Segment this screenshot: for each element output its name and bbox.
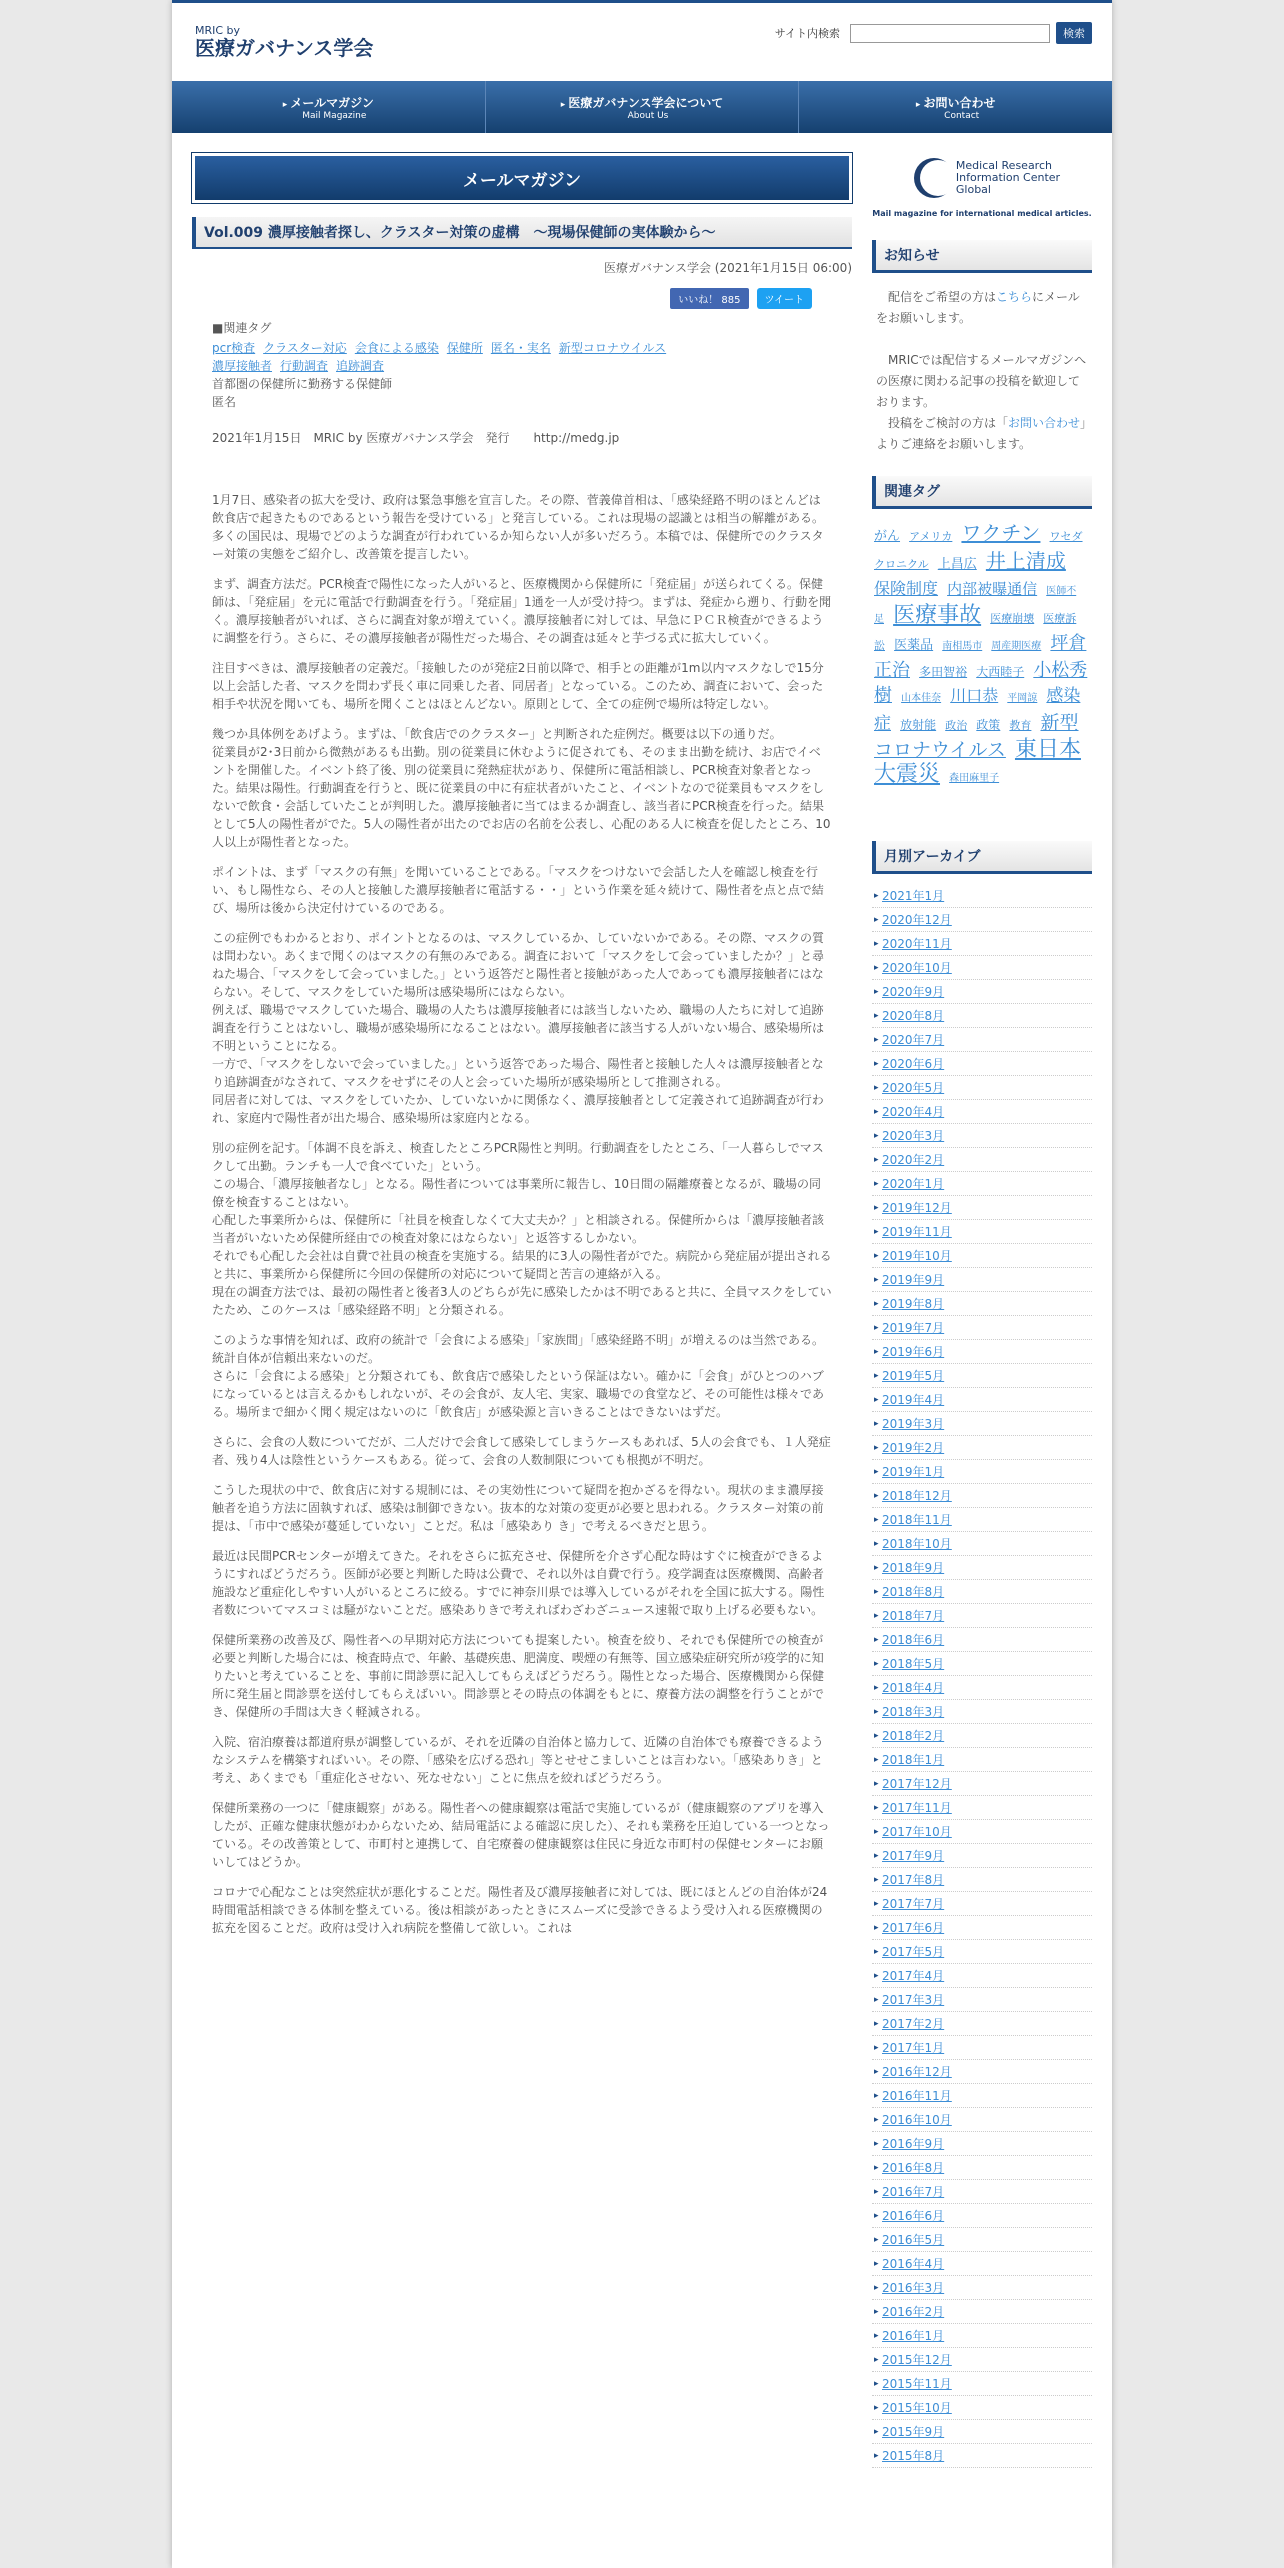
article-paragraph: コロナで心配なことは突然症状が悪化することだ。陽性者及び濃厚接触者に対しては、既にほとんどの自治体が24時間電話相談できる体制を整えている。後は相談があったときにスムーズに受診できるよう受け入れる医療機関の拡充を図ることだ。政府は受け入れ病院を整備して欲しい。これは (212, 1885, 828, 1935)
archive-item (872, 1508, 1092, 1532)
archive-item (872, 1676, 1092, 1700)
archive-item (872, 2228, 1092, 2252)
archive-link[interactable]: 2016年3月 (882, 2281, 945, 2295)
tag-cloud-link[interactable]: 東日本大震災 (874, 737, 1081, 787)
archive-link[interactable]: 2015年11月 (882, 2377, 952, 2391)
search-input[interactable] (850, 24, 1050, 43)
archive-item (872, 2204, 1092, 2228)
tag-cloud-link[interactable]: 医療訴訟 (874, 612, 1077, 652)
archive-item (872, 2012, 1092, 2036)
archive-link[interactable]: 2017年3月 (882, 1993, 945, 2007)
archive-item (872, 1364, 1092, 1388)
archive-item (872, 2324, 1092, 2348)
tag-cloud-link[interactable]: 井上清成 (985, 549, 1066, 573)
archive-item (872, 1388, 1092, 1412)
archive-item (872, 2420, 1092, 2444)
tag-cloud-link[interactable]: ワクチン (961, 521, 1041, 545)
site-header (172, 3, 1112, 77)
tag-cloud-link[interactable]: 医療崩壊 (990, 612, 1035, 625)
archive-link[interactable]: 2016年5月 (882, 2233, 945, 2247)
related-tag-link[interactable]: 追跡調査 (336, 359, 385, 373)
nav-item-label: ▸ お問い合わせ (916, 94, 996, 111)
notice-text: にメールをお願いします。 (876, 290, 1080, 325)
archive-link[interactable]: 2019年10月 (882, 1249, 952, 1263)
archive-item (872, 980, 1092, 1004)
notice-heading: お知らせ (872, 240, 1092, 273)
social-buttons (192, 288, 852, 309)
archive-link[interactable]: 2018年11月 (882, 1513, 952, 1527)
archive-link[interactable]: 2017年6月 (882, 1921, 945, 1935)
tag-cloud-link[interactable]: 新型コロナウイルス (874, 712, 1079, 761)
archive-link[interactable]: 2019年12月 (882, 1201, 952, 1215)
related-tag-link[interactable]: pcr検査 (212, 341, 256, 355)
logo-line: Medical Research (955, 159, 1052, 172)
archive-link[interactable]: 2020年8月 (882, 1009, 945, 1023)
archive-heading: 月別アーカイブ (872, 841, 1092, 874)
archive-link[interactable]: 2019年1月 (882, 1465, 945, 1479)
archive-item (872, 1724, 1092, 1748)
archive-item (872, 1004, 1092, 1028)
tag-cloud-link[interactable]: 南相馬市 (942, 641, 983, 652)
nav-item-label: ▸ メールマガジン (283, 94, 374, 111)
archive-item (872, 1700, 1092, 1724)
author-name: 匿名 (212, 395, 237, 409)
archive-item (872, 1100, 1092, 1124)
archive-link[interactable]: 2016年2月 (882, 2305, 945, 2319)
notice-text: 投稿をご検討の方は「 (888, 416, 1009, 430)
article-paragraph: こうした現状の中で、飲食店に対する規制には、その実効性について疑問を抱かざるを得ない。現状のまま濃厚接触者を追う方法に固執すれば、感染は制御できない。抜本的な対策の変更が必要と思われる。クラスター対策の前提は、「市中で感染が蔓延していない」ことだ。私は「感染あり き」で考えるべきだと思う。 (212, 1483, 824, 1533)
contact-link[interactable]: お問い合わせ (1008, 416, 1081, 430)
archive-item (872, 908, 1092, 932)
archive-link[interactable]: 2020年3月 (882, 1129, 945, 1143)
archive-link[interactable]: 2020年2月 (882, 1153, 945, 1167)
archive-item (872, 2252, 1092, 2276)
archive-link[interactable]: 2020年6月 (882, 1057, 945, 1071)
publish-line: 2021年1月15日 MRIC by 医療ガバナンス学会 発行 http://medg.jp (212, 431, 620, 445)
related-tag-link[interactable]: 保健所 (446, 341, 483, 355)
related-tag-link[interactable]: 匿名・実名 (490, 341, 551, 355)
archive-link[interactable]: 2018年10月 (882, 1537, 952, 1551)
archive-link[interactable]: 2017年4月 (882, 1969, 945, 1983)
archive-link[interactable]: 2016年6月 (882, 2209, 945, 2223)
mric-logo-icon (910, 153, 950, 203)
archive-item (872, 1220, 1092, 1244)
tag-cloud-link[interactable]: 川口恭 (950, 686, 999, 705)
archive-item (872, 884, 1092, 908)
archive-item (872, 2300, 1092, 2324)
tag-cloud-link[interactable]: 医薬品 (894, 638, 934, 653)
nav-item-sublabel: Mail Magazine (302, 110, 367, 121)
archive-link[interactable]: 2016年8月 (882, 2161, 945, 2175)
article-title: Vol.009 濃厚接触者探し、クラスター対策の虚構 ～現場保健師の実体験から～ (192, 217, 852, 249)
archive-link[interactable]: 2019年9月 (882, 1273, 945, 1287)
notice-body (872, 287, 1092, 455)
tag-cloud-link[interactable]: 医療事故 (893, 603, 982, 628)
archive-item (872, 1484, 1092, 1508)
article-paragraph: このような事情を知れば、政府の統計で「会食による感染」「家族間」「感染経路不明」が増えるのは当然である。統計自体が信頼出来ないのだ。 さらに「会食による感染」と分類されても、飲食店で感染したという保証はない。確かに「会食」がひとつのハブになっているとは言えるかもしれないが、その会食が、友人宅、実家、職場での食堂など、その可能性は様々である。場所まで細かく聞く規定はないのに「飲食店」が感染源と言いきることはできないはずだ。 (212, 1333, 825, 1419)
archive-link[interactable]: 2020年1月 (882, 1177, 945, 1191)
archive-item (872, 1964, 1092, 1988)
tag-cloud-link[interactable]: ワセダクロニクル (874, 530, 1083, 571)
tag-cloud-link[interactable]: 周産期医療 (991, 641, 1042, 652)
archive-item (872, 1748, 1092, 1772)
tag-cloud-link[interactable]: アメリカ (909, 530, 953, 543)
archive-link[interactable]: 2020年10月 (882, 961, 952, 975)
archive-link[interactable]: 2020年4月 (882, 1105, 945, 1119)
archive-link[interactable]: 2019年3月 (882, 1417, 945, 1431)
main-content (192, 153, 852, 1949)
notice-paragraph (876, 413, 1088, 455)
archive-link[interactable]: 2016年12月 (882, 2065, 952, 2079)
monthly-archive-list (872, 884, 1092, 2468)
tag-cloud-link[interactable]: がん (874, 529, 901, 544)
notice-text: MRICでは配信するメールマガジンへの医療に関わる記事の投稿を歓迎しております。 (876, 353, 1087, 409)
archive-link[interactable]: 2017年7月 (882, 1897, 945, 1911)
tag-cloud (872, 521, 1092, 791)
notice-paragraph (876, 287, 1088, 329)
logo-big-text: 医療ガバナンス学会 (195, 36, 374, 60)
tag-cloud-link[interactable]: 感染症 (874, 686, 1081, 734)
tag-cloud-link[interactable]: 保険制度 (874, 579, 939, 598)
archive-item (872, 1292, 1092, 1316)
archive-link[interactable]: 2020年9月 (882, 985, 945, 999)
archive-link[interactable]: 2018年5月 (882, 1657, 945, 1671)
tag-cloud-link[interactable]: 大西睦子 (976, 665, 1025, 679)
archive-link[interactable]: 2019年7月 (882, 1321, 945, 1335)
site-search (775, 22, 1092, 44)
nav-item-label: ▸ 医療ガバナンス学会について (561, 94, 723, 111)
tag-cloud-link[interactable]: 多田智裕 (919, 665, 968, 679)
archive-link[interactable]: 2017年8月 (882, 1873, 945, 1887)
archive-item (872, 2060, 1092, 2084)
nav-item-about[interactable] (486, 81, 800, 133)
related-tags-heading: ■関連タグ (212, 321, 272, 335)
archive-link[interactable]: 2017年9月 (882, 1849, 945, 1863)
archive-item (872, 1916, 1092, 1940)
article-paragraph: さらに、会食の人数についてだが、二人だけで会食して感染してしまうケースもあれば、5人の会食でも、１人発症者、残り4人は陰性というケースもある。従って、会食の人数制限についても根拠が不明だ。 (212, 1435, 831, 1467)
nav-item-sublabel: Contact (944, 110, 980, 121)
archive-link[interactable]: 2019年11月 (882, 1225, 952, 1239)
archive-link[interactable]: 2017年11月 (882, 1801, 952, 1815)
archive-link[interactable]: 2016年1月 (882, 2329, 945, 2343)
archive-item (872, 1124, 1092, 1148)
article-body (212, 491, 832, 1937)
article-content (192, 319, 852, 1937)
tag-cloud-link[interactable]: 教育 (1009, 719, 1032, 732)
tag-cloud-link[interactable]: 山本佳奈 (901, 693, 942, 704)
archive-link[interactable]: 2018年9月 (882, 1561, 945, 1575)
nav-item-mail-magazine[interactable] (172, 81, 486, 133)
article-paragraph: 注目すべきは、濃厚接触者の定義だ。「接触したのが発症2日前以降で、相手との距離が1m以内マスクなしで15分以上会話した者、マスクを問わず長く車に同乗した者、同居者」となっている。このため、調査において、会った相手や状況を聞いても、場所を聞くことはほとんどない。原則として、全ての症例で場所は特定しない。 (212, 661, 824, 711)
archive-item (872, 2276, 1092, 2300)
tag-cloud-link[interactable]: 放射能 (900, 718, 937, 732)
article-paragraph: 保健所業務の一つに「健康観察」がある。陽性者への健康観察は電話で実施しているが（健康観察のアプリを導入したが、正確な健康状態がわからないため、結局電話による確認に戻した）、それも業務を圧迫している一つとなっている。その改善策として、市町村と連携して、自宅療養の健康観察は住民に身近な市町村の保健センターにお願いしてはどうか。 (212, 1801, 830, 1869)
archive-item (872, 1796, 1092, 1820)
article-paragraph: この症例でもわかるとおり、ポイントとなるのは、マスクしているか、していないかである。その際、マスクの質は問わない。あくまで聞くのはマスクの有無のみである。調査において「マスクをして会っていましたか？」と尋ねた場合、「マスクをして会っていました。」という返答だと陽性者と接触があった人であっても濃厚接触者にはならない。そして、マスクをしていた場所は感染場所にはならない。 例えば、職場でマスクしていた場合、職場の人たちは濃厚接触者には該当しないため、職場の人たちに対して追跡調査を行うことはないし、職場が感染場所になることはない。濃厚接触者に該当する人がいない場合、感染場所は不明ということになる。 一方で、「マスクをしないで会っていました。」という返答であった場合、陽性者と接触した人々は濃厚接触者となり追跡調査がなされて、マスクをせずにその人と会っていた場所が感染場所として推測される。 同居者に対しては、マスクをしていたか、していないかに関係なく、濃厚接触者として定義されて追跡調査が行われ、家庭内で陽性者が出た場合、感染場所は家庭内となる。 (212, 931, 825, 1125)
logo-small-text: MRIC by (195, 24, 241, 37)
tag-cloud-link[interactable]: 平岡諒 (1007, 693, 1038, 704)
archive-link[interactable]: 2016年10月 (882, 2113, 952, 2127)
archive-link[interactable]: 2021年1月 (882, 889, 945, 903)
archive-item (872, 1940, 1092, 1964)
archive-link[interactable]: 2019年4月 (882, 1393, 945, 1407)
logo-line: Global (955, 183, 991, 196)
archive-item (872, 1244, 1092, 1268)
archive-link[interactable]: 2017年5月 (882, 1945, 945, 1959)
nav-item-sublabel: About Us (627, 110, 669, 121)
archive-item (872, 1772, 1092, 1796)
tag-cloud-link[interactable]: 内部被曝通信 (947, 580, 1038, 598)
archive-item (872, 1892, 1092, 1916)
notice-paragraph (876, 350, 1088, 413)
archive-item (872, 1604, 1092, 1628)
facebook-like-button[interactable]: いいね！ 885 (670, 288, 748, 309)
archive-item (872, 2132, 1092, 2156)
archive-item (872, 2156, 1092, 2180)
archive-item (872, 2348, 1092, 2372)
archive-item (872, 1868, 1092, 1892)
archive-link[interactable]: 2016年4月 (882, 2257, 945, 2271)
archive-item (872, 2396, 1092, 2420)
notice-text: 配信をご希望の方は (888, 290, 997, 304)
archive-item (872, 2036, 1092, 2060)
archive-item (872, 1340, 1092, 1364)
archive-link[interactable]: 2018年12月 (882, 1489, 952, 1503)
article-paragraph: まず、調査方法だ。PCR検査で陽性になった人がいると、医療機関から保健所に「発症届」が送られてくる。保健師は、「発症届」を元に電話で行動調査を行う。「発症届」1通を一人が受け持つ。まずは、発症から遡り、行動を聞く。濃厚接触者がいれば、さらに調査対象が増えていく。濃厚接触者に対しては、早急にＰＣＲ検査ができるように調整を行う。さらに、その濃厚接触者が陽性だった場合、その調査は延々と芋づる式に拡大していく。 (212, 577, 832, 645)
tweet-button[interactable]: ツイート (757, 288, 813, 309)
search-button[interactable]: 検索 (1056, 22, 1092, 44)
article-paragraph: 最近は民間PCRセンターが増えてきた。それをさらに拡充させ、保健所を介さず心配な時はすぐに検査ができるようにすればどうだろう。医師が必要と判断した時は公費で、それ以外は自費で行う。疫学調査は医療機関、高齢者施設など重症化しやすい人がいるところに絞る。すでに神奈川県では導入しているがそれを全国に拡大する。陽性者数についてマスコミは騒がないことだ。感染ありきで考えればわざわざニュース速報で取り上げる必要もない。 (212, 1549, 825, 1617)
archive-item (872, 1316, 1092, 1340)
logo-line: Information Center (955, 171, 1061, 184)
archive-link[interactable]: 2020年5月 (882, 1081, 945, 1095)
article-paragraph: 1月7日、感染者の拡大を受け、政府は緊急事態を宣言した。その際、菅義偉首相は、「感染経路不明のほとんどは飲食店で起きたものであるという報告を受けている」と発言している。これは現場の認識とは相当の解離がある。多くの国民は、現場でどのような調査が行われているか知らない人が多いだろう。本稿では、保健所でのクラスター対策の実態をご紹介し、改善策を提言したい。 (212, 493, 825, 561)
article-paragraph: 保健所業務の改善及び、陽性者への早期対応方法についても提案したい。検査を絞り、それでも保健所での検査が必要と判断した場合には、検査時点で、年齢、基礎疾患、肥満度、喫煙の有無等、国立感染症研究所が疫学的に知りたいと考えていることを、事前に問診票に記入してもらえばどうだろう。陽性となった場合、医療機関から保健所に発生届と問診票を送付してもらえばいい。問診票とその時点の体調をもとに、療養方法の調整を行うことができ、保健所の手間は大きく軽減される。 (212, 1633, 825, 1719)
tag-cloud-link[interactable]: 医師不足 (874, 586, 1077, 625)
archive-item (872, 1820, 1092, 1844)
archive-link[interactable]: 2017年12月 (882, 1777, 952, 1791)
archive-item (872, 2444, 1092, 2468)
archive-item (872, 1988, 1092, 2012)
archive-link[interactable]: 2018年1月 (882, 1753, 945, 1767)
article-paragraph: ポイントは、まず「マスクの有無」を聞いていることである。「マスクをつけないで会話した人を確認し検査を行い、もし陽性なら、その人と接触した濃厚接触者に電話する・・」という作業を延々続けて、陽性者を点と点で結び、場所は後から決定付けているのである。 (212, 865, 824, 915)
author-affiliation: 首都圏の保健所に勤務する保健師 (212, 377, 393, 391)
archive-link[interactable]: 2016年11月 (882, 2089, 952, 2103)
related-tags (212, 339, 832, 375)
archive-item (872, 1580, 1092, 1604)
archive-link[interactable]: 2020年7月 (882, 1033, 945, 1047)
archive-link[interactable]: 2015年9月 (882, 2425, 945, 2439)
archive-link[interactable]: 2018年7月 (882, 1609, 945, 1623)
related-tag-link[interactable]: 濃厚接触者 (212, 359, 273, 373)
tag-cloud-link[interactable]: 政策 (976, 718, 1001, 732)
archive-item (872, 1532, 1092, 1556)
archive-link[interactable]: 2020年11月 (882, 937, 952, 951)
tag-cloud-link[interactable]: 森田麻里子 (949, 773, 1000, 784)
archive-link[interactable]: 2017年2月 (882, 2017, 945, 2031)
archive-item (872, 1628, 1092, 1652)
section-banner: メールマガジン (192, 153, 852, 203)
archive-link[interactable]: 2019年2月 (882, 1441, 945, 1455)
archive-item (872, 2180, 1092, 2204)
archive-link[interactable]: 2016年7月 (882, 2185, 945, 2199)
global-nav (172, 81, 1112, 133)
subscribe-link[interactable]: こちら (996, 290, 1033, 304)
archive-item (872, 1460, 1092, 1484)
archive-item (872, 1028, 1092, 1052)
article-byline: 医療ガバナンス学会 (2021年1月15日 06:00) (603, 261, 852, 275)
article-paragraph: 入院、宿泊療養は都道府県が調整しているが、それを近隣の自治体と協力して、近隣の自治体でも療養できるようなシステムを構築すればいい。その際、「感染を広げる恐れ」等とせせこましいことは言わない。「感染ありき」と考え、あくまでも「重症化させない、死なせない」ことに焦点を絞ればどうだろう。 (212, 1735, 824, 1785)
archive-item (872, 1652, 1092, 1676)
archive-item (872, 1436, 1092, 1460)
tag-cloud-link[interactable]: 上昌広 (937, 557, 977, 572)
archive-item (872, 1052, 1092, 1076)
archive-item (872, 2108, 1092, 2132)
article-paragraph: 幾つか具体例をあげよう。まずは、「飲食店でのクラスター」と判断された症例だ。概要は以下の通りだ。 従業員が2･3日前から微熱があるも出勤。別の従業員に休むように促されても、そのまま出勤を続け、お店でイベントを開催した。イベント終了後、別の従業員に発熱症状があり、保健所に電話相談し、PCR検査対象者となった。結果は陽性。行動調査を行うと、既に従業員の中に有症状者がいたこと、イベントなので従業員もマスクをしないで飲食・会話していたことが判明した。濃厚接触者に当てはまるか調査し、該当者にPCR検査を行った。結果として5人の陽性者がでた。5人の陽性者が出たのでお店の名前を公表し、心配のある人に検査を促したところ、10人以上が陽性者となった。 (212, 727, 831, 849)
tags-heading: 関連タグ (872, 476, 1092, 509)
archive-item (872, 1172, 1092, 1196)
archive-item (872, 1196, 1092, 1220)
tag-cloud-link[interactable]: 小松秀樹 (874, 660, 1088, 706)
archive-item (872, 932, 1092, 956)
mric-logo-text (956, 160, 1060, 196)
notice-text: 」よりご連絡をお願いします。 (876, 416, 1087, 451)
site-logo[interactable] (195, 25, 373, 59)
article-paragraph: 別の症例を記す。「体調不良を訴え、検査したところPCR陽性と判明。行動調査をしたところ、「一人暮らしでマスクして出勤。ランチも一人で食べていた」という。 この場合、「濃厚接触者なし」となる。陽性者については事業所に報告し、10日間の隔離療養となるが、職場の同僚を検査することはない。 心配した事業所からは、保健所に「社員を検査しなくて大丈夫か？」と相談される。保健所からは「濃厚接触者該当者がいないため保健所経由での検査対象にはならない」と返答するしかない。 それでも心配した会社は自費で社員の検査を実施する。結果的に3人の陽性者がでた。病院から発症届が提出されると共に、事業所から保健所に今回の保健所の対応について疑問と苦言の連絡が入る。 現在の調査方法では、最初の陽性者と後者3人のどちらが先に感染したかは不明であると共に、全員マスクをしていたため、このケースは「感染経路不明」と分類される。 (212, 1141, 832, 1317)
related-tag-link[interactable]: 会食による感染 (354, 341, 439, 355)
archive-item (872, 1556, 1092, 1580)
archive-link[interactable]: 2015年8月 (882, 2449, 945, 2463)
archive-link[interactable]: 2019年6月 (882, 1345, 945, 1359)
archive-item (872, 2084, 1092, 2108)
tag-cloud-link[interactable]: 政治 (945, 719, 968, 732)
archive-item (872, 1076, 1092, 1100)
archive-link[interactable]: 2015年10月 (882, 2401, 952, 2415)
related-tag-link[interactable]: クラスター対応 (263, 341, 347, 355)
archive-link[interactable]: 2019年8月 (882, 1297, 945, 1311)
nav-item-contact[interactable] (799, 81, 1112, 133)
archive-link[interactable]: 2018年4月 (882, 1681, 945, 1695)
archive-link[interactable]: 2018年6月 (882, 1633, 945, 1647)
mric-global-logo[interactable] (878, 153, 1092, 203)
archive-link[interactable]: 2019年5月 (882, 1369, 945, 1383)
archive-link[interactable]: 2020年12月 (882, 913, 952, 927)
archive-link[interactable]: 2016年9月 (882, 2137, 945, 2151)
archive-item (872, 1148, 1092, 1172)
page-wrapper (172, 0, 1112, 2568)
sidebar (872, 153, 1092, 2468)
archive-link[interactable]: 2017年10月 (882, 1825, 952, 1839)
archive-link[interactable]: 2018年3月 (882, 1705, 945, 1719)
mric-tagline: Mail magazine for international medical articles. (872, 209, 1092, 218)
archive-item (872, 1268, 1092, 1292)
archive-link[interactable]: 2018年2月 (882, 1729, 945, 1743)
archive-item (872, 1844, 1092, 1868)
archive-item (872, 2372, 1092, 2396)
archive-item (872, 1412, 1092, 1436)
archive-item (872, 956, 1092, 980)
archive-link[interactable]: 2018年8月 (882, 1585, 945, 1599)
tag-cloud-link[interactable]: 坪倉正治 (874, 633, 1087, 681)
archive-link[interactable]: 2017年1月 (882, 2041, 945, 2055)
search-label: サイト内検索 (774, 27, 840, 40)
related-tag-link[interactable]: 行動調査 (280, 359, 329, 373)
related-tag-link[interactable]: 新型コロナウイルス (558, 341, 667, 355)
archive-link[interactable]: 2015年12月 (882, 2353, 952, 2367)
